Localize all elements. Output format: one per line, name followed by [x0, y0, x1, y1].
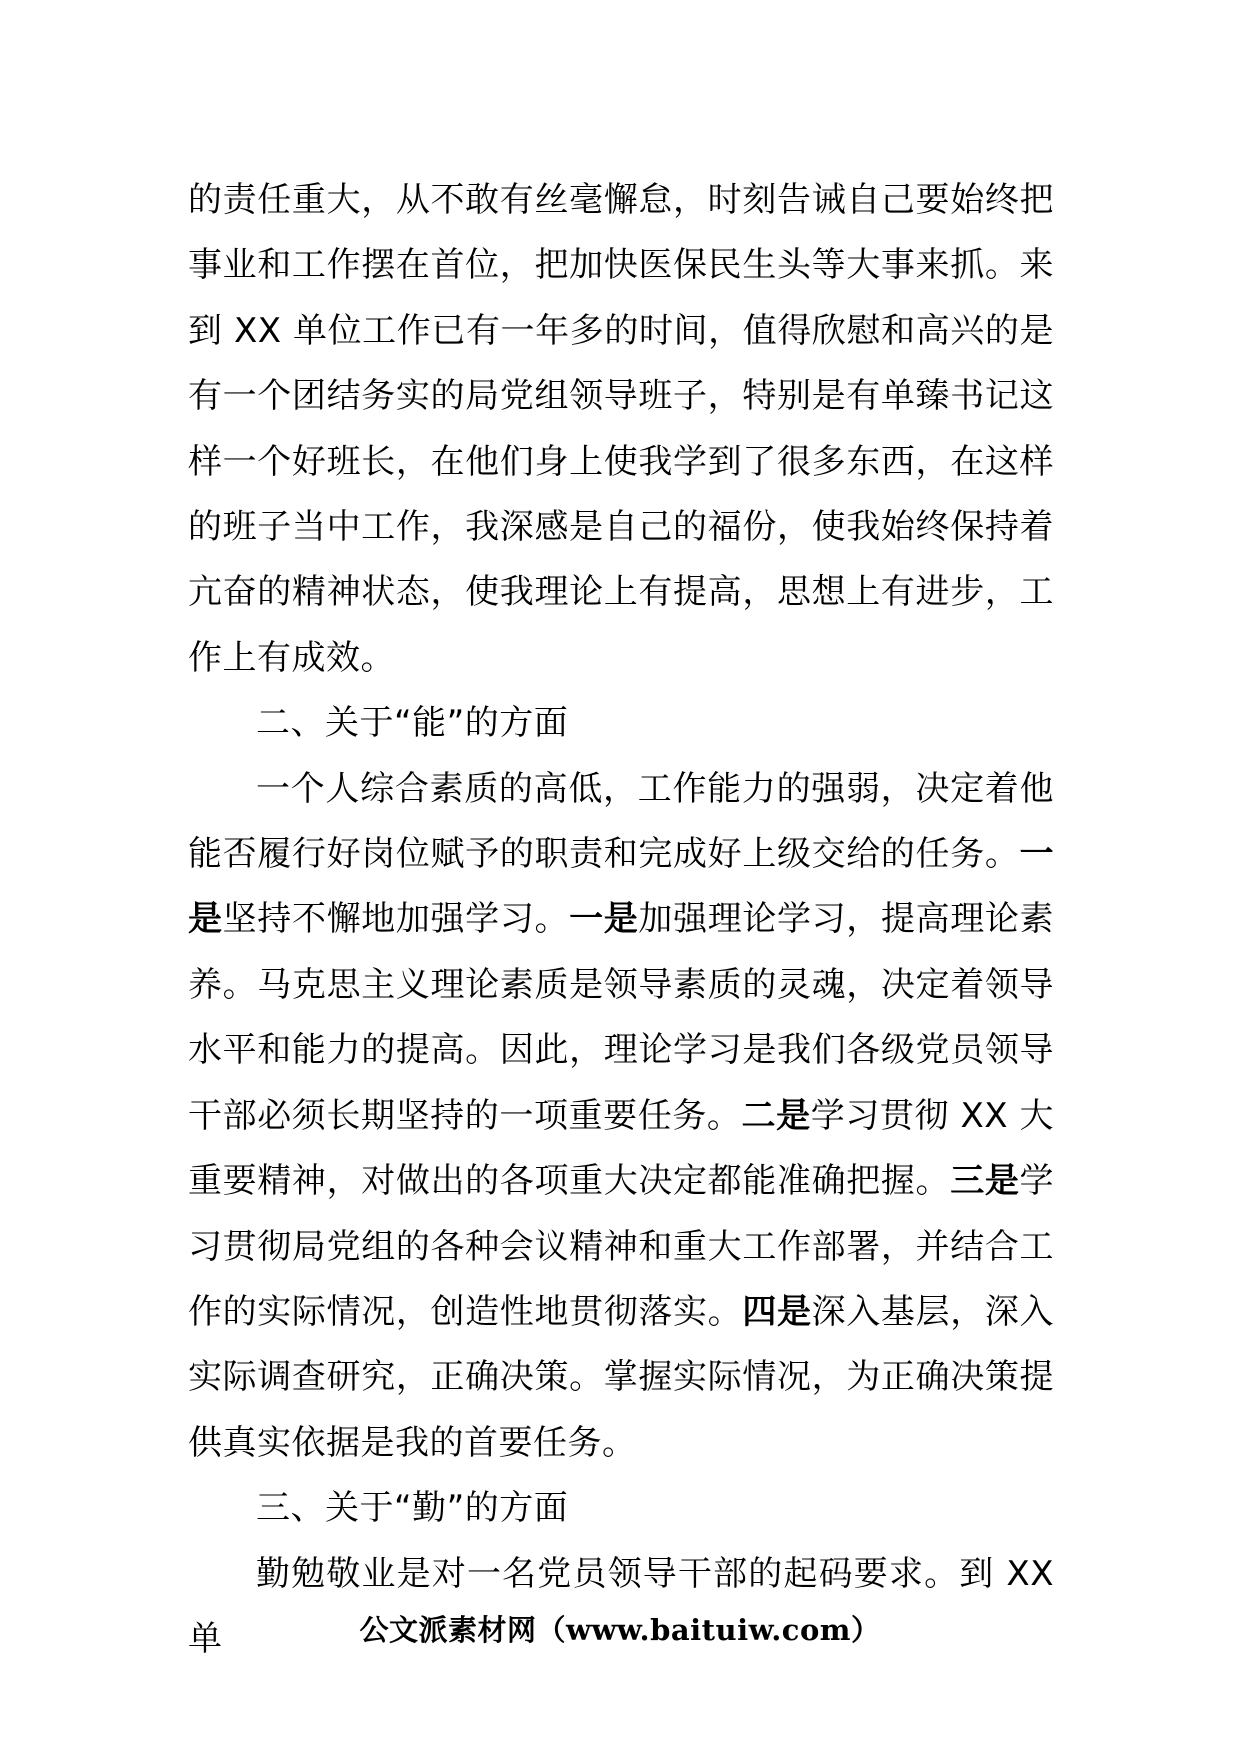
paragraph-text: 学习贯彻局党组的各种会议精神和重大工作部署，并结合工作的实际情况，创造性地贯彻落实。: [188, 1161, 1055, 1332]
footer-watermark: 公文派素材网（www.baituiw.com）: [359, 1613, 881, 1647]
paragraph-text: 坚持不懈地加强学习。: [222, 899, 570, 940]
paragraph-text: 深入基层，深入实际调查研究，正确决策。掌握实际情况，为正确决策提供真实依据是我的首要任务。: [188, 1291, 1055, 1463]
paragraph-text: 学习贯彻 XX 大重要精神，对做出的各项重大决定都能准确把握。: [188, 1095, 1055, 1202]
paragraph-ability: [188, 757, 1054, 1476]
paragraph-continuation: 的责任重大，从不敢有丝毫懈怠，时刻告诫自己要始终把事业和工作摆在首位，把加快医保民生头等大事来抓。来到 XX 单位工作已有一年多的时间，值得欣慰和高兴的是有一个团结务实的局党组领导班子，特别是有单臻书记这样一个好班长，在他们身上使我学到了很多东西，在这样的班子当中工作，我深感是自己的福份，使我始终保持着亢奋的精神状态，使我理论上有提高，思想上有进步，工作上有成效。: [188, 180, 1054, 678]
paragraph-text: 加强理论学习，提高理论素养。马克思主义理论素质是领导素质的灵魂，决定着领导水平和能力的提高。因此，理论学习是我们各级党员领导干部必须长期坚持的一项重要任务。: [188, 899, 1055, 1136]
document-body: [188, 168, 1054, 1672]
bold-marker-fourth: 四是: [742, 1291, 812, 1332]
bold-marker-first: 一是: [188, 834, 1054, 940]
section-heading-ability: 二、关于“能”的方面: [256, 703, 569, 744]
bold-marker-first-sub: 一是: [569, 899, 639, 940]
paragraph-diligence: 勤勉敬业是对一名党员领导干部的起码要求。到 XX 单: [188, 1553, 1054, 1659]
bold-marker-second: 二是: [741, 1095, 811, 1136]
paragraph-text: 一个人综合素质的高低，工作能力的强弱，决定着他能否履行好岗位赋予的职责和完成好上级交给的任务。: [188, 768, 1054, 875]
section-heading-diligence: 三、关于“勤”的方面: [256, 1488, 569, 1529]
bold-marker-third: 三是: [950, 1161, 1020, 1202]
